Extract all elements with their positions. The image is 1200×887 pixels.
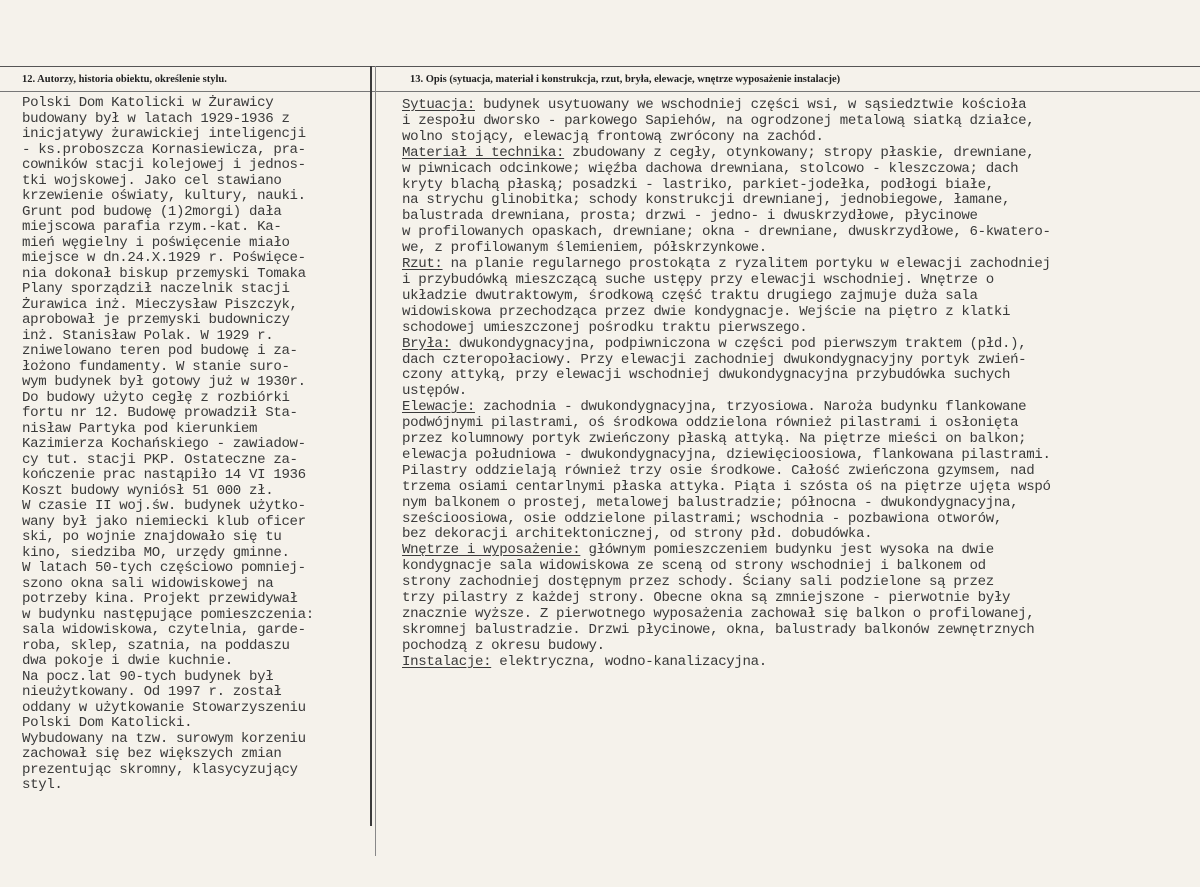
description-text: przez kolumnowy portyk zwieńczony płaską attyką. Na piętrze mieści on balkon;	[402, 431, 1027, 448]
description-text: balustrada drewniana, prosta; drzwi - jedno- i dwuskrzydłowe, płycinowe	[402, 208, 978, 225]
section-label: Instalacje:	[402, 653, 492, 670]
description-line	[402, 289, 1197, 305]
description-line	[402, 146, 1197, 162]
description-line	[402, 623, 1197, 639]
description-text: sześcioosiowa, osie oddzielone pilastrami; wschodnia - pozbawiona otworów,	[402, 510, 1002, 527]
section-label: Bryła:	[402, 335, 451, 352]
history-line: miejscowa parafia rzym.-kat. Ka-	[22, 219, 282, 235]
description-text: Pilastry oddzielają również trzy osie środkowe. Całość zwieńczona gzymsem, nad	[402, 462, 1035, 479]
description-line	[402, 353, 1197, 369]
history-line: dwa pokoje i dwie kuchnie.	[22, 653, 233, 669]
history-line: inż. Stanisław Polak. W 1929 r.	[22, 327, 274, 344]
history-line: - ks.proboszcza Kornasiewicza, pra-	[22, 141, 306, 158]
description-text: kondygnacje sala widowiskowa ze sceną od strony wschodniej i balkonem od	[402, 558, 986, 575]
section-13-heading: 13. Opis (sytuacja, materiał i konstrukcja, rzut, bryła, elewacje, wnętrze wyposażenie instalacje)	[410, 74, 841, 85]
history-line: inicjatywy żurawickiej inteligencji	[22, 126, 306, 142]
description-text: na planie regularnego prostokąta z ryzalitem portyku w elewacji zachodniej	[442, 256, 1051, 273]
description-line	[402, 225, 1197, 241]
history-line: szono okna sali widowiskowej na	[22, 575, 274, 592]
history-line: wym budynek był gotowy już w 1930r.	[22, 374, 306, 390]
history-line: Polski Dom Katolicki w Żurawicy	[22, 95, 274, 111]
description-line	[402, 178, 1197, 194]
section-12-heading: 12. Autorzy, historia obiektu, określenie stylu.	[22, 74, 227, 85]
history-text-column	[22, 96, 372, 794]
history-line: Kazimierza Kochańskiego - zawiadow-	[22, 436, 306, 452]
description-line	[402, 512, 1197, 528]
description-line	[402, 384, 1197, 400]
section-label: Elewacje:	[402, 399, 475, 416]
description-line	[402, 114, 1197, 130]
description-line	[402, 321, 1197, 337]
history-line: wany był jako niemiecki klub oficer	[22, 513, 306, 530]
history-line: kończenie prac nastąpiło 14 VI 1936	[22, 467, 306, 483]
description-line	[402, 305, 1197, 321]
description-line	[402, 400, 1197, 416]
description-line	[402, 448, 1197, 464]
description-line	[402, 257, 1197, 273]
history-line: ski, po wojnie znajdowało się tu	[22, 529, 282, 545]
history-line: potrzeby kina. Projekt przewidywał	[22, 591, 298, 607]
description-line	[402, 416, 1197, 432]
history-line: nisław Partyka pod kierunkiem	[22, 420, 258, 437]
description-text: trzy pilastry z każdej strony. Obecne okna są zmniejszone - pierwotnie były	[402, 590, 1011, 607]
description-line	[402, 209, 1197, 225]
description-text: na strychu glinobitka; schody konstrukcji drewnianej, jednobiegowe, łamane,	[402, 192, 1011, 209]
history-line: Na pocz.lat 90-tych budynek był	[22, 668, 274, 685]
history-line: nia dokonał biskup przemyski Tomaka	[22, 265, 306, 282]
description-text: układzie dwutraktowym, środkową część traktu drugiego zajmuje duża sala	[402, 287, 978, 304]
section-label: Rzut:	[402, 256, 443, 273]
section-label: Wnętrze i wyposażenie:	[402, 542, 581, 559]
description-text: czony attyką, przy elewacji wschodniej dwukondygnacyjna przybudówka suchych	[402, 367, 1011, 384]
description-text: znacznie wyższe. Z pierwotnego wyposażenia zachował się balkon o profilowanej,	[402, 606, 1035, 622]
description-text: nym balkonem o prostej, metalowej balustradzie; północna - dwukondygnacyjna,	[402, 494, 1019, 511]
column-divider-faint	[375, 66, 376, 856]
description-line	[402, 464, 1197, 480]
description-text: w profilowanych opaskach, drewniane; okna - drewniane, dwuskrzydłowe, 6-kwatero-	[402, 224, 1051, 241]
description-text: kryty blachą płaską; posadzki - lastriko, parkiet-jodełka, podłogi białe,	[402, 176, 994, 193]
section-label: Materiał i technika:	[402, 144, 565, 161]
description-text: podwójnymi pilastrami, oś środkowa oddzielona również pilastrami i osłonięta	[402, 415, 1019, 432]
history-line: Żurawica inż. Mieczysław Piszczyk,	[22, 296, 298, 313]
history-line: zachował się bez większych zmian	[22, 746, 282, 762]
history-line: kino, siedziba MO, urzędy gminne.	[22, 544, 290, 561]
description-text: skromnej balustradzie. Drzwi płycinowe, okna, balustrady balkonów zewnętrznych	[402, 621, 1035, 638]
description-line	[402, 130, 1197, 146]
description-line	[402, 575, 1197, 591]
history-line: W czasie II woj.św. budynek użytko-	[22, 498, 306, 514]
description-text: zbudowany z cegły, otynkowany; stropy płaskie, drewniane,	[564, 144, 1035, 161]
history-line: krzewienie oświaty, kultury, nauki.	[22, 188, 306, 204]
history-line: aprobował je przemyski budowniczy	[22, 312, 290, 328]
description-text: w piwnicach odcinkowe; więźba dachowa drewniana, stolcowo - kleszczowa; dach	[402, 160, 1019, 177]
description-text-column	[402, 98, 1197, 671]
history-line: oddany w użytkowanie Stowarzyszeniu	[22, 699, 306, 716]
description-text: trzema osiami centarlnymi płaska attyka. Piąta i szósta oś na piętrze ujęta wspó	[402, 478, 1051, 495]
description-text: głównym pomieszczeniem budynku jest wysoka na dwie	[580, 542, 994, 559]
history-line: fortu nr 12. Budowę prowadził Sta-	[22, 405, 298, 421]
history-line: Do budowy użyto cegłę z rozbiórki	[22, 389, 290, 406]
description-text: elektryczna, wodno-kanalizacyjna.	[491, 653, 767, 670]
description-line	[402, 241, 1197, 257]
description-line	[402, 162, 1197, 178]
description-line	[402, 559, 1197, 575]
history-line: sala widowiskowa, czytelnia, garde-	[22, 622, 306, 638]
history-line: Polski Dom Katolicki.	[22, 715, 193, 731]
description-line	[402, 273, 1197, 289]
description-text: we, z profilowanym ślemieniem, półskrzynkowe.	[402, 240, 767, 257]
history-line: cowników stacji kolejowej i jednos-	[22, 157, 306, 173]
description-line	[402, 543, 1197, 559]
description-text: i przybudówką mieszczącą suche ustępy przy elewacji wschodniej. Wnętrze o	[402, 271, 994, 288]
description-line	[402, 337, 1197, 353]
description-text: ustępów.	[402, 383, 467, 400]
description-text: zachodnia - dwukondygnacyjna, trzyosiowa. Naroża budynku flankowane	[474, 399, 1027, 416]
history-line: zniwelowano teren pod budowę i za-	[22, 343, 298, 359]
description-text: strony zachodniej dostępnym przez schody. Ściany sali podzielone są przez	[402, 574, 994, 591]
history-line: nieużytkowany. Od 1997 r. został	[22, 684, 282, 700]
description-text: elewacja południowa - dwukondygnacyjna, dziewięcioosiowa, flankowana pilastrami.	[402, 446, 1051, 463]
history-line: W latach 50-tych częściowo pomniej-	[22, 560, 306, 576]
description-line	[402, 591, 1197, 607]
header-rule	[0, 91, 1200, 92]
description-text: i zespołu dworsko - parkowego Sapiehów, na ogrodzonej metalową siatką działce,	[402, 112, 1035, 129]
section-label: Sytuacja:	[402, 97, 475, 113]
history-line: styl.	[22, 777, 63, 793]
description-line	[402, 496, 1197, 512]
description-text: widowiskowa przechodząca przez dwie kondygnacje. Wejście na piętro z klatki	[402, 303, 1011, 320]
description-text: schodowej umieszczonej pośrodku traktu pierwszego.	[402, 319, 808, 336]
description-line	[402, 527, 1197, 543]
history-line: miejsce w dn.24.X.1929 r. Poświęce-	[22, 250, 306, 266]
history-line: Plany sporządził naczelnik stacji	[22, 281, 290, 297]
top-rule	[0, 66, 1200, 67]
description-text: budynek usytuowany we wschodniej części wsi, w sąsiedztwie kościoła	[474, 97, 1027, 113]
history-line: roba, sklep, szatnia, na poddaszu	[22, 637, 290, 654]
history-line: tki wojskowej. Jako cel stawiano	[22, 172, 282, 189]
description-line	[402, 607, 1197, 623]
history-line: w budynku następujące pomieszczenia:	[22, 606, 314, 623]
history-line: mień węgielny i poświęcenie miało	[22, 234, 290, 251]
description-text: dach czteropołaciowy. Przy elewacji zachodniej dwukondygnacyjny portyk zwień-	[402, 351, 1027, 368]
history-line: łożono fundamenty. W stanie suro-	[22, 358, 290, 375]
history-line: prezentując skromny, klasycyzujący	[22, 761, 298, 778]
description-text: pochodzą z okresu budowy.	[402, 637, 605, 654]
description-text: bez dekoracji architektonicznej, od strony płd. dobudówka.	[402, 526, 873, 543]
description-line	[402, 480, 1197, 496]
history-line: cy tut. stacji PKP. Ostateczne za-	[22, 451, 298, 468]
history-line: Koszt budowy wyniósł 51 000 zł.	[22, 482, 274, 499]
description-line	[402, 655, 1197, 671]
description-line	[402, 368, 1197, 384]
description-line	[402, 639, 1197, 655]
history-line: Wybudowany na tzw. surowym korzeniu	[22, 730, 306, 747]
description-line	[402, 98, 1197, 114]
description-text: wolno stojący, elewacją frontową zwrócony na zachód.	[402, 128, 824, 145]
description-text: dwukondygnacyjna, podpiwniczona w części pod pierwszym traktem (płd.),	[450, 335, 1027, 352]
description-line	[402, 432, 1197, 448]
description-line	[402, 193, 1197, 209]
history-line: budowany był w latach 1929-1936 z	[22, 110, 290, 127]
history-line: Grunt pod budowę (1)2morgi) dała	[22, 203, 282, 220]
